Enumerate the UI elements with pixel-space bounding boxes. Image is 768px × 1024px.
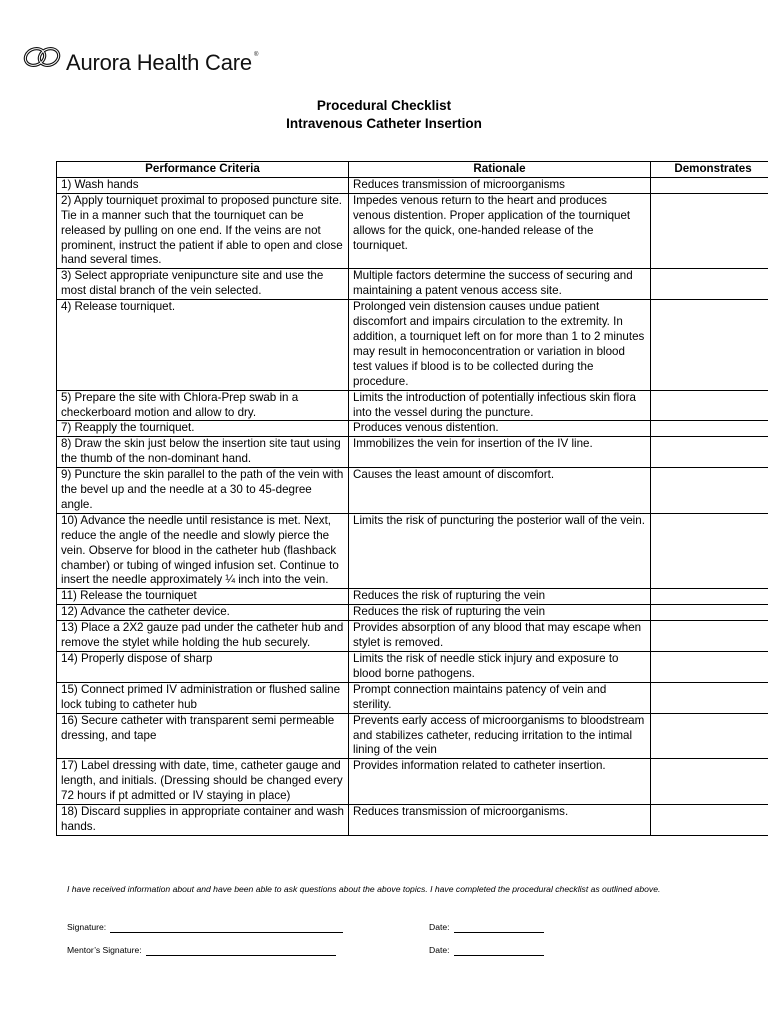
demonstrates-cell[interactable] bbox=[651, 468, 768, 514]
table-row bbox=[57, 390, 768, 421]
mentor-signature-line[interactable] bbox=[146, 945, 336, 956]
demonstrates-cell[interactable] bbox=[651, 713, 768, 759]
criteria-cell: 7) Reapply the tourniquet. bbox=[57, 421, 349, 437]
demonstrates-cell[interactable] bbox=[651, 682, 768, 713]
rationale-cell: Reduces the risk of rupturing the vein bbox=[349, 589, 651, 605]
table-row bbox=[57, 421, 768, 437]
table-row bbox=[57, 621, 768, 652]
mentor-date-line[interactable] bbox=[454, 945, 544, 956]
demonstrates-cell[interactable] bbox=[651, 421, 768, 437]
table-row bbox=[57, 682, 768, 713]
table-row bbox=[57, 652, 768, 683]
demonstrates-cell[interactable] bbox=[651, 605, 768, 621]
rationale-cell: Causes the least amount of discomfort. bbox=[349, 468, 651, 514]
demonstrates-cell[interactable] bbox=[651, 390, 768, 421]
criteria-cell: 4) Release tourniquet. bbox=[57, 300, 349, 390]
demonstrates-cell[interactable] bbox=[651, 300, 768, 390]
criteria-cell: 16) Secure catheter with transparent semi permeable dressing, and tape bbox=[57, 713, 349, 759]
date-field[interactable] bbox=[429, 921, 544, 933]
table-row bbox=[57, 713, 768, 759]
table-row bbox=[57, 468, 768, 514]
criteria-cell: 14) Properly dispose of sharp bbox=[57, 652, 349, 683]
table-row bbox=[57, 437, 768, 468]
table-row bbox=[57, 300, 768, 390]
mentor-signature-field[interactable] bbox=[67, 944, 336, 956]
date-line[interactable] bbox=[454, 922, 544, 933]
document-title: Procedural Checklist bbox=[316, 98, 452, 113]
table-row bbox=[57, 605, 768, 621]
registered-mark: ® bbox=[253, 52, 259, 58]
mentor-date-label: Date: bbox=[429, 945, 450, 955]
criteria-cell: 18) Discard supplies in appropriate container and wash hands. bbox=[57, 805, 349, 836]
demonstrates-cell[interactable] bbox=[651, 177, 768, 193]
criteria-cell: 9) Puncture the skin parallel to the path of the vein with the bevel up and the needle at a 30 to 45-degree angle. bbox=[57, 468, 349, 514]
brand-name: Aurora Health Care ® bbox=[66, 50, 259, 75]
signature-field[interactable] bbox=[67, 921, 343, 933]
table-row bbox=[57, 269, 768, 300]
mentor-signature-label: Mentor’s Signature: bbox=[67, 945, 142, 955]
demonstrates-cell[interactable] bbox=[651, 589, 768, 605]
aurora-logo-icon bbox=[22, 42, 64, 72]
mentor-date-field[interactable] bbox=[429, 944, 544, 956]
criteria-cell: 15) Connect primed IV administration or flushed saline lock tubing to catheter hub bbox=[57, 682, 349, 713]
demonstrates-cell[interactable] bbox=[651, 513, 768, 589]
criteria-cell: 13) Place a 2X2 gauze pad under the catheter hub and remove the stylet while holding the hub securely. bbox=[57, 621, 349, 652]
table-row bbox=[57, 805, 768, 836]
demonstrates-cell[interactable] bbox=[651, 437, 768, 468]
demonstrates-cell[interactable] bbox=[651, 193, 768, 269]
table-header-row bbox=[57, 162, 768, 178]
date-label: Date: bbox=[429, 922, 450, 932]
rationale-cell: Multiple factors determine the success of securing and maintaining a patent venous access site. bbox=[349, 269, 651, 300]
table-row bbox=[57, 177, 768, 193]
table-row bbox=[57, 759, 768, 805]
rationale-cell: Provides information related to catheter insertion. bbox=[349, 759, 651, 805]
demonstrates-cell[interactable] bbox=[651, 621, 768, 652]
criteria-cell: 17) Label dressing with date, time, catheter gauge and length, and initials. (Dressing should be changed every 72 hours if pt admitted or IV staying in place) bbox=[57, 759, 349, 805]
criteria-cell: 11) Release the tourniquet bbox=[57, 589, 349, 605]
acknowledgement-statement: I have received information about and have been able to ask questions about the above topics. I have completed the procedural checklist as outlined above. bbox=[67, 884, 661, 894]
rationale-cell: Prompt connection maintains patency of vein and sterility. bbox=[349, 682, 651, 713]
column-header-rationale: Rationale bbox=[349, 162, 651, 178]
rationale-cell: Limits the risk of puncturing the posterior wall of the vein. bbox=[349, 513, 651, 589]
table-row bbox=[57, 513, 768, 589]
column-header-demonstrates: Demonstrates bbox=[651, 162, 768, 178]
rationale-cell: Provides absorption of any blood that may escape when stylet is removed. bbox=[349, 621, 651, 652]
rationale-cell: Produces venous distention. bbox=[349, 421, 651, 437]
demonstrates-cell[interactable] bbox=[651, 269, 768, 300]
rationale-cell: Reduces the risk of rupturing the vein bbox=[349, 605, 651, 621]
demonstrates-cell[interactable] bbox=[651, 759, 768, 805]
rationale-cell: Prevents early access of microorganisms to bloodstream and stabilizes catheter, reducing irritation to the intimal lining of the vein bbox=[349, 713, 651, 759]
table-body bbox=[57, 177, 768, 835]
demonstrates-cell[interactable] bbox=[651, 805, 768, 836]
table-row bbox=[57, 589, 768, 605]
demonstrates-cell[interactable] bbox=[651, 652, 768, 683]
table-row bbox=[57, 193, 768, 269]
criteria-cell: 2) Apply tourniquet proximal to proposed puncture site. Tie in a manner such that the tourniquet can be released by pulling on one end. If the veins are not prominent, instruct the patient if able to open and close hand several times. bbox=[57, 193, 349, 269]
rationale-cell: Reduces transmission of microorganisms. bbox=[349, 805, 651, 836]
rationale-cell: Impedes venous return to the heart and produces venous distention. Proper application of the tourniquet allows for the quick, one-handed release of the tourniquet. bbox=[349, 193, 651, 269]
checklist-table bbox=[56, 161, 768, 836]
rationale-cell: Prolonged vein distension causes undue patient discomfort and impairs circulation to the extremity. In addition, a tourniquet left on for more than 1 to 2 minutes may result in hemoconcentration or variation in blood test values if blood is to be collected during the procedure. bbox=[349, 300, 651, 390]
document-subtitle: Intravenous Catheter Insertion bbox=[286, 116, 482, 131]
signature-line[interactable] bbox=[110, 922, 343, 933]
rationale-cell: Limits the introduction of potentially infectious skin flora into the vessel during the puncture. bbox=[349, 390, 651, 421]
criteria-cell: 8) Draw the skin just below the insertion site taut using the thumb of the non-dominant hand. bbox=[57, 437, 349, 468]
column-header-criteria: Performance Criteria bbox=[57, 162, 349, 178]
brand-logo bbox=[22, 42, 259, 75]
criteria-cell: 10) Advance the needle until resistance is met. Next, reduce the angle of the needle and slowly pierce the vein. Observe for blood in the catheter hub (flashback chamber) or tubing of winged infusion set. Continue to insert the needle approximately ¼ inch into the vein. bbox=[57, 513, 349, 589]
rationale-cell: Reduces transmission of microorganisms bbox=[349, 177, 651, 193]
criteria-cell: 1) Wash hands bbox=[57, 177, 349, 193]
rationale-cell: Limits the risk of needle stick injury and exposure to blood borne pathogens. bbox=[349, 652, 651, 683]
rationale-cell: Immobilizes the vein for insertion of the IV line. bbox=[349, 437, 651, 468]
signature-label: Signature: bbox=[67, 922, 107, 932]
criteria-cell: 5) Prepare the site with Chlora-Prep swab in a checkerboard motion and allow to dry. bbox=[57, 390, 349, 421]
criteria-cell: 12) Advance the catheter device. bbox=[57, 605, 349, 621]
criteria-cell: 3) Select appropriate venipuncture site and use the most distal branch of the vein selected. bbox=[57, 269, 349, 300]
